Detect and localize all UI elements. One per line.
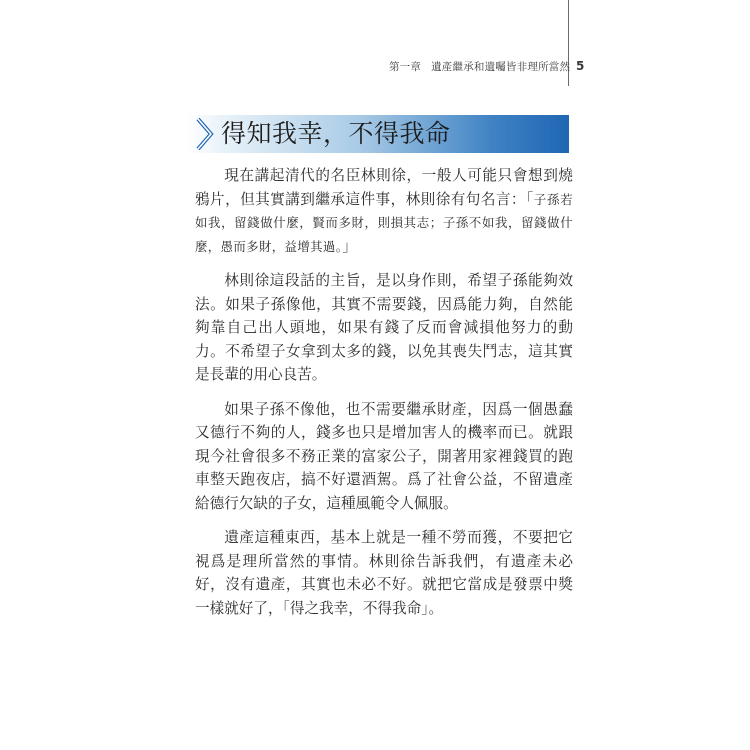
chapter-label: 第一章 — [389, 61, 422, 73]
running-head — [389, 61, 571, 73]
body-text — [195, 164, 573, 631]
section-title: 得知我幸，不得我命 — [221, 119, 451, 148]
chapter-title: 遺產繼承和遺囑皆非理所當然 — [431, 61, 571, 73]
paragraph-1-lead: 現在講起清代的名臣林則徐，一般人可能只會想到燒鴉片，但其實講到繼承這件事，林則徐有句名言：「 — [195, 167, 573, 208]
paragraph-2: 林則徐這段話的主旨，是以身作則，希望子孫能夠效法。如果子孫像他，其實不需要錢，因爲能力夠，自然能夠靠自己出人頭地，如果有錢了反而會減損他努力的動力。不希望子女拿到太多的錢，以免其喪失鬥志，這其實是長輩的用心良苦。 — [195, 272, 573, 383]
header-divider — [568, 0, 569, 86]
chevron-right-icon — [194, 117, 220, 151]
paragraph-3: 如果子孫不像他，也不需要繼承財產，因爲一個愚蠢又德行不夠的人，錢多也只是增加害人的機率而已。就跟現今社會很多不務正業的富家公子，開著用家裡錢買的跑車整天跑夜店，搞不好還酒駕。爲了社會公益，不留遺產給德行欠缺的子女，這種風範令人佩服。 — [195, 400, 573, 512]
paragraph-4: 遺產這種東西，基本上就是一種不勞而獲，不要把它視爲是理所當然的事情。林則徐告訴我們，有遺產未必好，沒有遺產，其實也未必不好。就把它當成是發票中獎一樣就好了，「得之我幸，不得我命」。 — [195, 529, 573, 617]
paragraph-1 — [195, 164, 573, 258]
paragraph-1-close: 」 — [342, 237, 357, 255]
page-number: 5 — [576, 59, 585, 73]
quotation: 子孫若如我，留錢做什麼，賢而多財，則損其志；子孫不如我，留錢做什麼，愚而多財，益增其過。 — [195, 191, 574, 254]
